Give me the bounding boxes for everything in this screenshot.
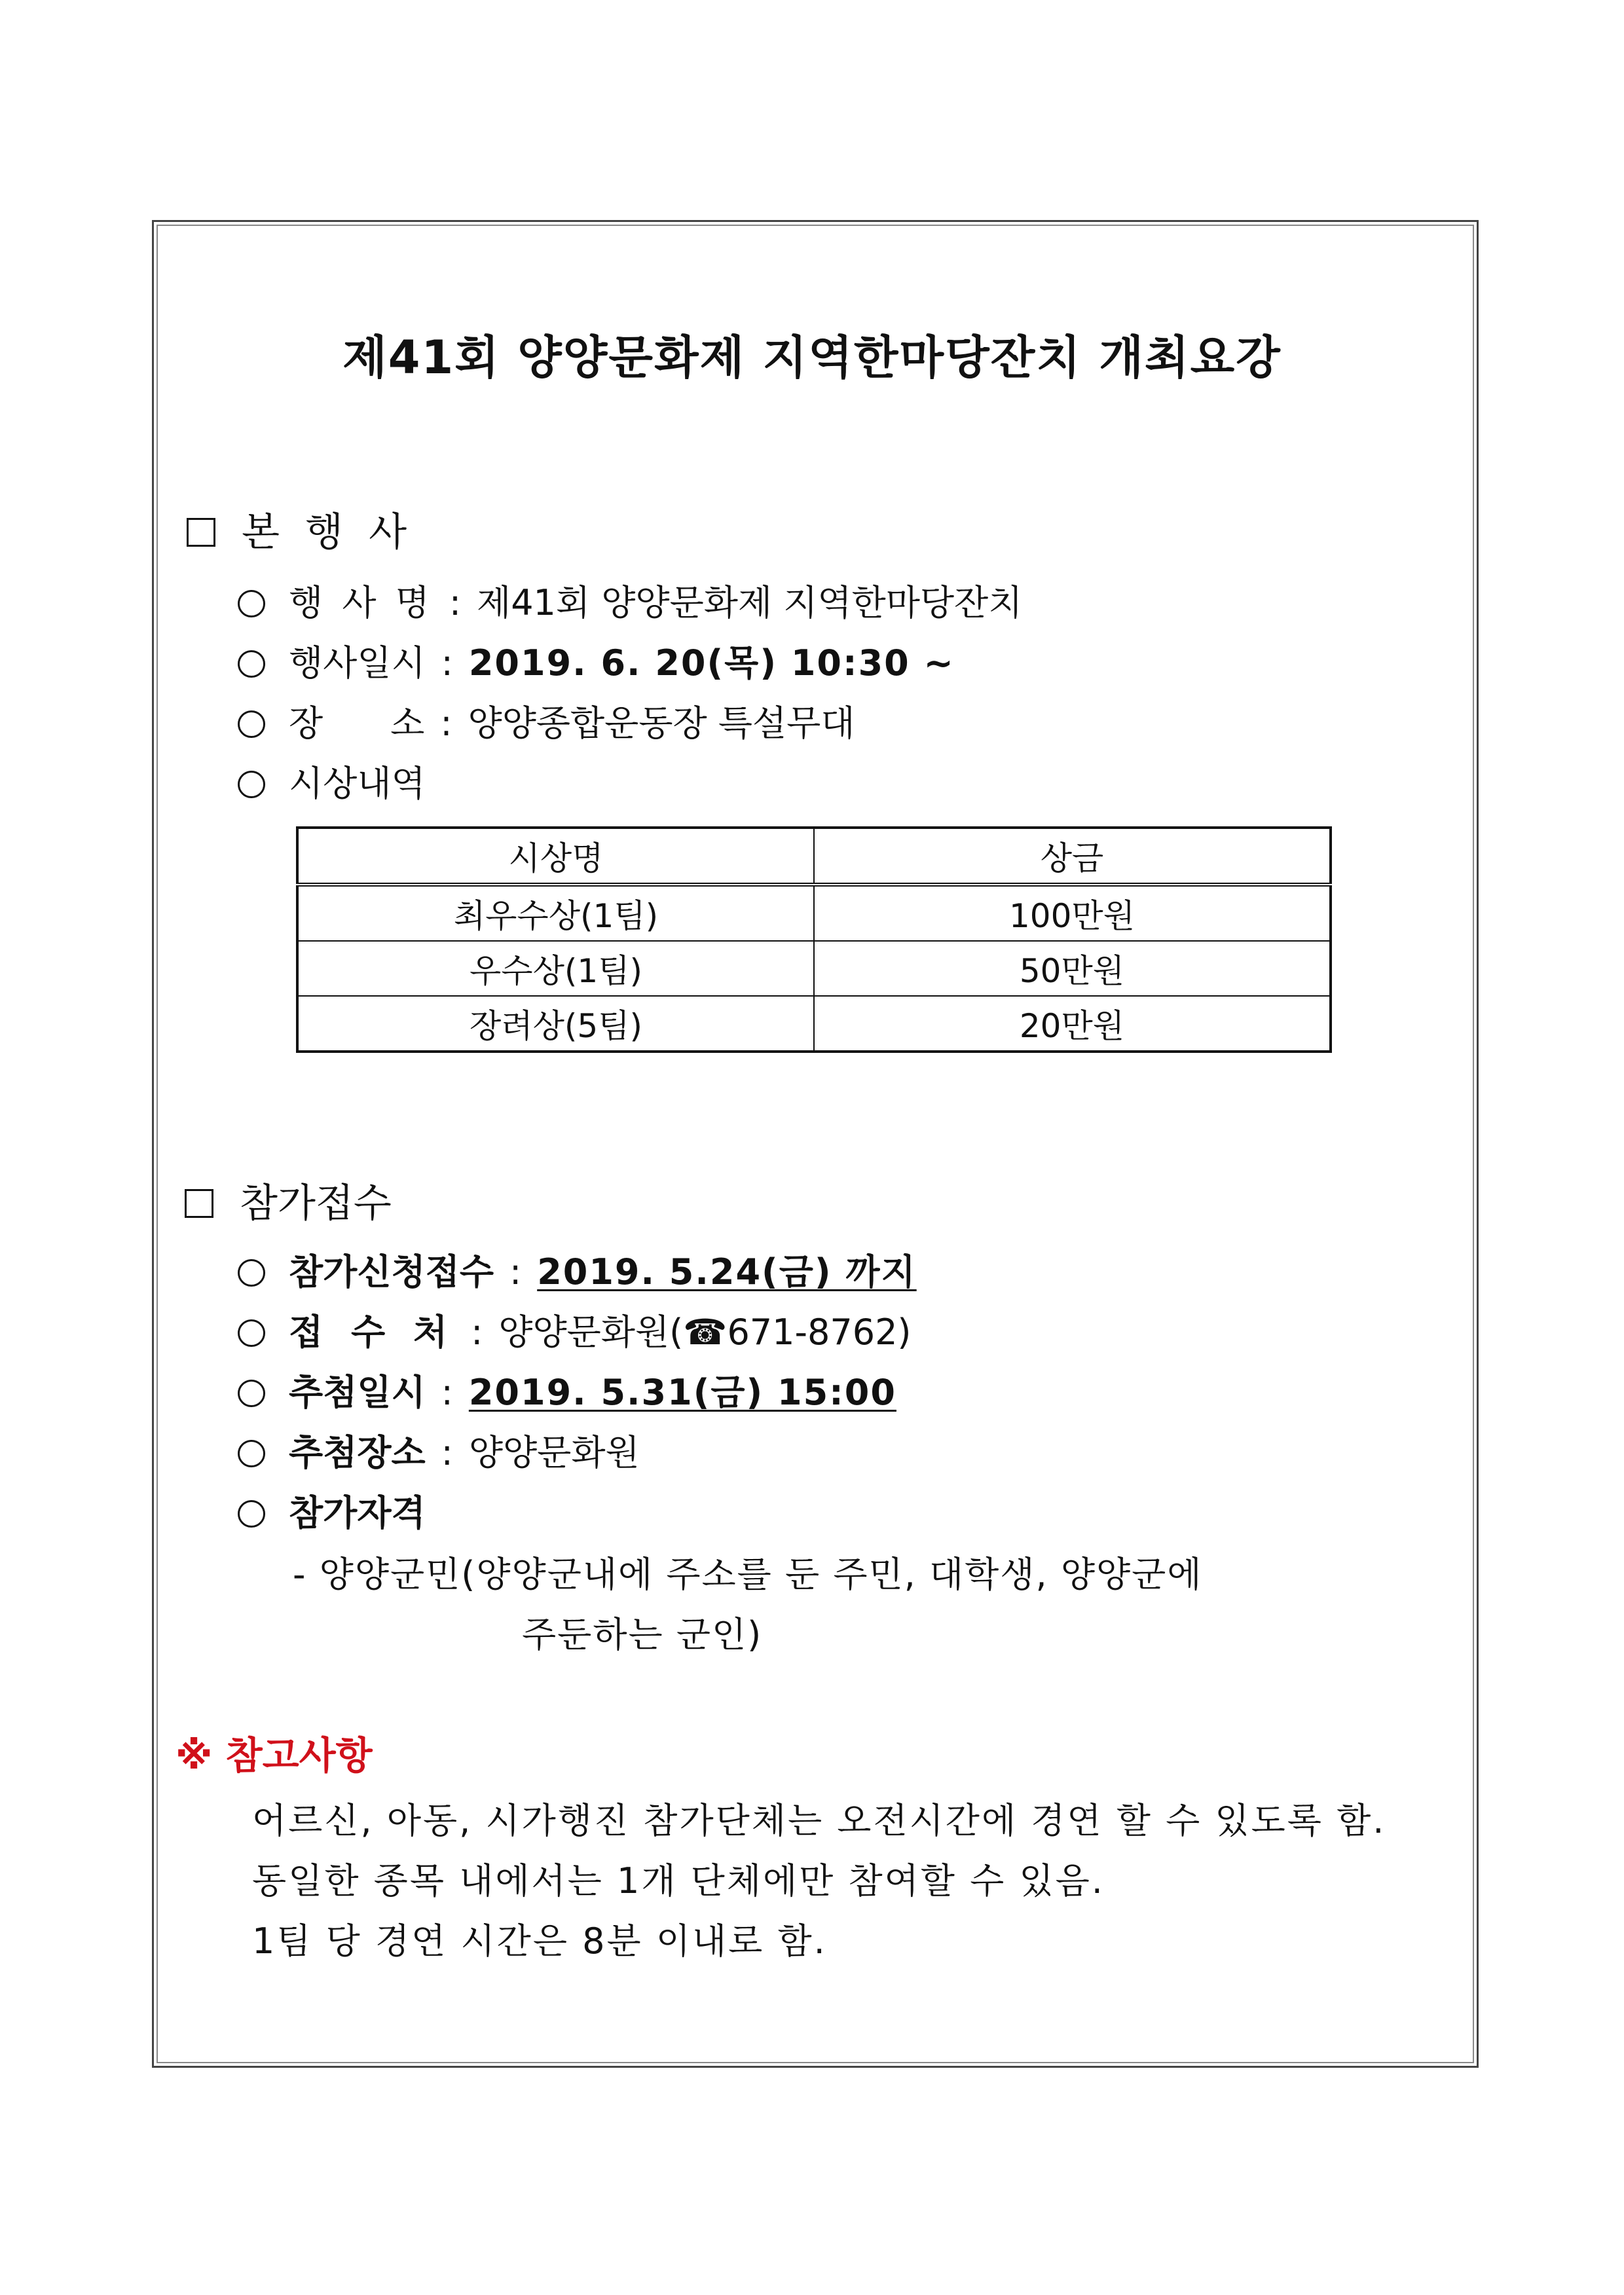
table-cell: 우수상(1팀) [297,941,814,996]
item-label: 행사일시 [289,642,426,684]
checkbox-square-icon [187,518,215,547]
list-item-venue: 장 소 : 양양종합운동장 특설무대 [238,695,855,746]
table-header: 시상명 [297,828,814,885]
circle-bullet-icon [238,771,265,798]
section-heading: 본 행 사 [242,509,414,555]
item-value: 2019. 5.31(금) 15:00 [468,1372,896,1413]
item-label: 장 소 [289,703,425,744]
item-label: 시상내역 [289,763,426,804]
section-heading: 참가접수 [240,1181,392,1226]
list-item-reception: 접 수 처 : 양양문화원(☎671-8762) [238,1304,912,1355]
item-label: 참가자격 [289,1492,426,1533]
item-value: 제41회 양양문화제 지역한마당잔치 [477,582,1023,623]
table-cell: 최우수상(1팀) [297,885,814,941]
circle-bullet-icon [238,1319,265,1347]
table-row [297,885,1331,941]
circle-bullet-icon [238,1500,265,1528]
circle-bullet-icon [238,590,265,617]
section-main-event [187,501,413,557]
item-label: 접 수 처 [289,1312,456,1353]
list-item-draw-place: 추첨장소 : 양양문화원 [238,1425,640,1475]
checkbox-square-icon [185,1189,213,1218]
circle-bullet-icon [238,650,265,678]
item-label: 행 사 명 [289,582,434,623]
list-item-application: 참가신청접수 : 2019. 5.24(금) 까지 [238,1244,917,1294]
table-row [297,941,1331,996]
item-label: 추첨장소 [289,1432,426,1473]
item-label: 참가신청접수 [289,1251,494,1293]
circle-bullet-icon [238,710,265,738]
note-line: 1팀 당 경연 시간은 8분 이내로 함. [252,1920,827,1962]
list-item-awards [238,756,426,806]
table-cell: 100만원 [814,885,1331,941]
item-value: 2019. 5.24(금) 까지 [537,1251,917,1293]
circle-bullet-icon [238,1259,265,1287]
table-header-row [297,828,1331,885]
notes-heading: ※ 참고사항 [175,1733,373,1778]
list-item-event-name: 행 사 명 : 제41회 양양문화제 지역한마당잔치 [238,575,1022,625]
eligibility-line-1: - 양양군민(양양군내에 주소를 둔 주민, 대학생, 양양군에 [293,1554,1203,1595]
document-frame [152,220,1479,2068]
table-cell: 20만원 [814,996,1331,1052]
table-cell: 장려상(5팀) [297,996,814,1052]
document-title: 제41회 양양문화제 지역한마당잔치 개최요강 [342,331,1282,384]
list-item-draw-date: 추첨일시 : 2019. 5.31(금) 15:00 [238,1365,896,1415]
item-value: 2019. 6. 20(목) 10:30 ~ [468,642,955,684]
note-line: 어르신, 아동, 시가행진 참가단체는 오전시간에 경연 할 수 있도록 함. [252,1800,1386,1841]
list-item-eligibility [238,1485,426,1535]
section-registration [185,1172,392,1228]
note-line: 동일한 종목 내에서는 1개 단체에만 참여할 수 있음. [252,1860,1105,1901]
item-value: 양양문화원 [468,1432,640,1473]
list-item-event-date: 행사일시 : 2019. 6. 20(목) 10:30 ~ [238,635,955,686]
table-header: 상금 [814,828,1331,885]
circle-bullet-icon [238,1380,265,1407]
item-value: 양양종합운동장 특설무대 [468,703,855,744]
item-label: 추첨일시 [289,1372,426,1413]
circle-bullet-icon [238,1440,265,1467]
item-value: 양양문화원(☎671-8762) [498,1312,912,1353]
table-row [297,996,1331,1052]
awards-table [296,826,1332,1053]
table-cell: 50만원 [814,941,1331,996]
eligibility-line-2: 주둔하는 군인) [522,1614,763,1655]
